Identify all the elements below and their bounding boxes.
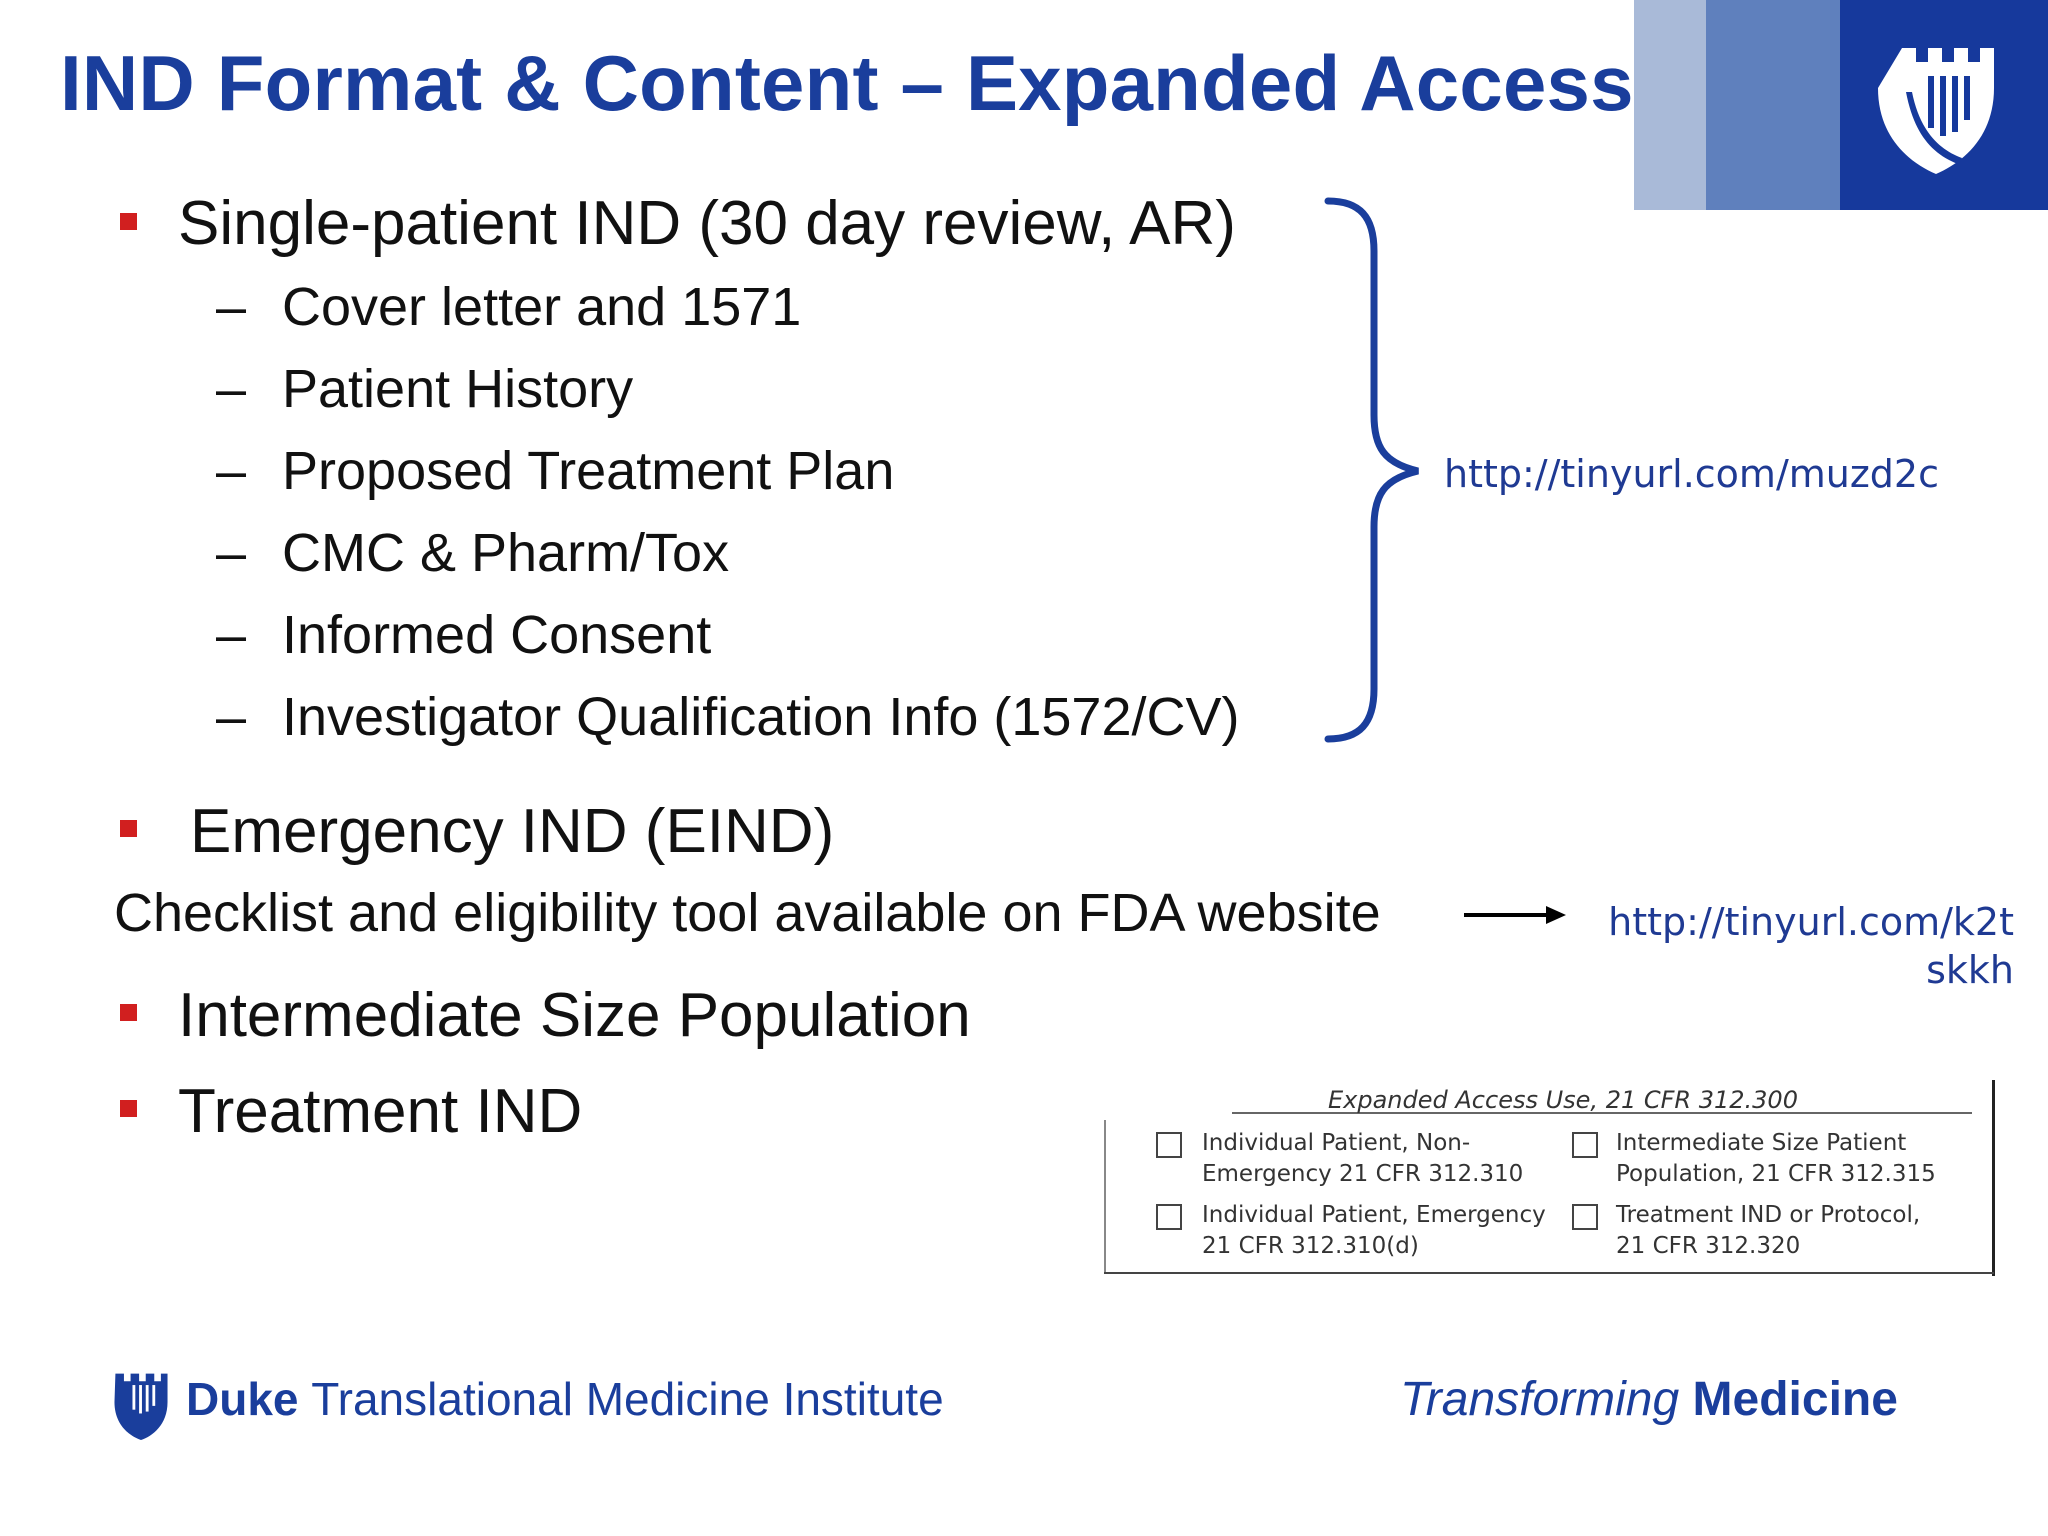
slide-title: IND Format & Content – Expanded Access — [60, 39, 1634, 127]
footer-org-bold: Duke — [186, 1373, 299, 1425]
header-block-light — [1634, 0, 1706, 210]
bullet-marker — [120, 1004, 137, 1021]
dash-marker: – — [216, 277, 247, 337]
sub-item: Patient History — [282, 359, 634, 419]
checkbox[interactable] — [1156, 1132, 1182, 1158]
sub-item: Cover letter and 1571 — [282, 277, 802, 337]
dash-marker: – — [216, 441, 247, 501]
dash-marker: – — [216, 359, 247, 419]
bullet-marker — [120, 820, 137, 837]
form-left-rule — [1104, 1120, 1106, 1272]
single-patient-link[interactable]: http://tinyurl.com/muzd2c — [1444, 452, 1939, 496]
form-option-line2: 21 CFR 312.310(d) — [1202, 1233, 1419, 1259]
form-option-line1: Intermediate Size Patient — [1616, 1130, 1907, 1156]
form-option — [1616, 1128, 1936, 1190]
checkbox[interactable] — [1572, 1132, 1598, 1158]
sub-item: Investigator Qualification Info (1572/CV) — [282, 687, 1240, 747]
form-option — [1616, 1200, 1920, 1262]
sub-item: Informed Consent — [282, 605, 712, 665]
form-option — [1202, 1200, 1546, 1262]
curly-brace — [1320, 195, 1430, 745]
form-option-line2: Emergency 21 CFR 312.310 — [1202, 1161, 1524, 1187]
arrow-icon — [1462, 900, 1568, 930]
form-option-line1: Individual Patient, Non- — [1202, 1130, 1471, 1156]
bullet-marker — [120, 213, 137, 230]
footer-org-rest: Translational Medicine Institute — [311, 1373, 944, 1425]
header-block-mid — [1706, 0, 1840, 210]
bullet-marker — [120, 1100, 137, 1117]
sub-item: Proposed Treatment Plan — [282, 441, 895, 501]
footer-tagline-italic: Transforming — [1400, 1373, 1680, 1426]
checklist-note: Checklist and eligibility tool available on FDA website — [114, 883, 1381, 943]
dash-marker: – — [216, 523, 247, 583]
checkbox[interactable] — [1572, 1204, 1598, 1230]
form-option — [1202, 1128, 1523, 1190]
emergency-link-line2[interactable]: skkh — [1926, 948, 2014, 992]
emergency-link[interactable] — [1560, 898, 2014, 994]
form-option-line1: Treatment IND or Protocol, — [1616, 1202, 1921, 1228]
dash-marker: – — [216, 605, 247, 665]
bullet-treatment: Treatment IND — [178, 1077, 583, 1146]
header-block-dark — [1840, 0, 2048, 210]
form-option-line2: Population, 21 CFR 312.315 — [1616, 1161, 1936, 1187]
form-option-line2: 21 CFR 312.320 — [1616, 1233, 1801, 1259]
footer-tagline-bold: Medicine — [1692, 1373, 1898, 1426]
form-right-rule — [1992, 1080, 1995, 1276]
checkbox[interactable] — [1156, 1204, 1182, 1230]
bullet-emergency: Emergency IND (EIND) — [190, 797, 835, 866]
bullet-single-patient: Single-patient IND (30 day review, AR) — [178, 189, 1236, 258]
duke-shield-icon — [1840, 0, 2048, 210]
form-caption: Expanded Access Use, 21 CFR 312.300 — [1328, 1086, 1798, 1114]
footer-tagline — [1400, 1372, 1898, 1427]
emergency-link-line1[interactable]: http://tinyurl.com/k2t — [1608, 900, 2014, 944]
form-option-line1: Individual Patient, Emergency — [1202, 1202, 1546, 1228]
duke-shield-icon — [112, 1368, 170, 1440]
bullet-intermediate: Intermediate Size Population — [178, 981, 971, 1050]
form-snippet — [1104, 1076, 1994, 1276]
sub-item: CMC & Pharm/Tox — [282, 523, 730, 583]
form-bottom-rule — [1104, 1272, 1994, 1274]
dash-marker: – — [216, 687, 247, 747]
footer-org-name — [186, 1372, 944, 1426]
